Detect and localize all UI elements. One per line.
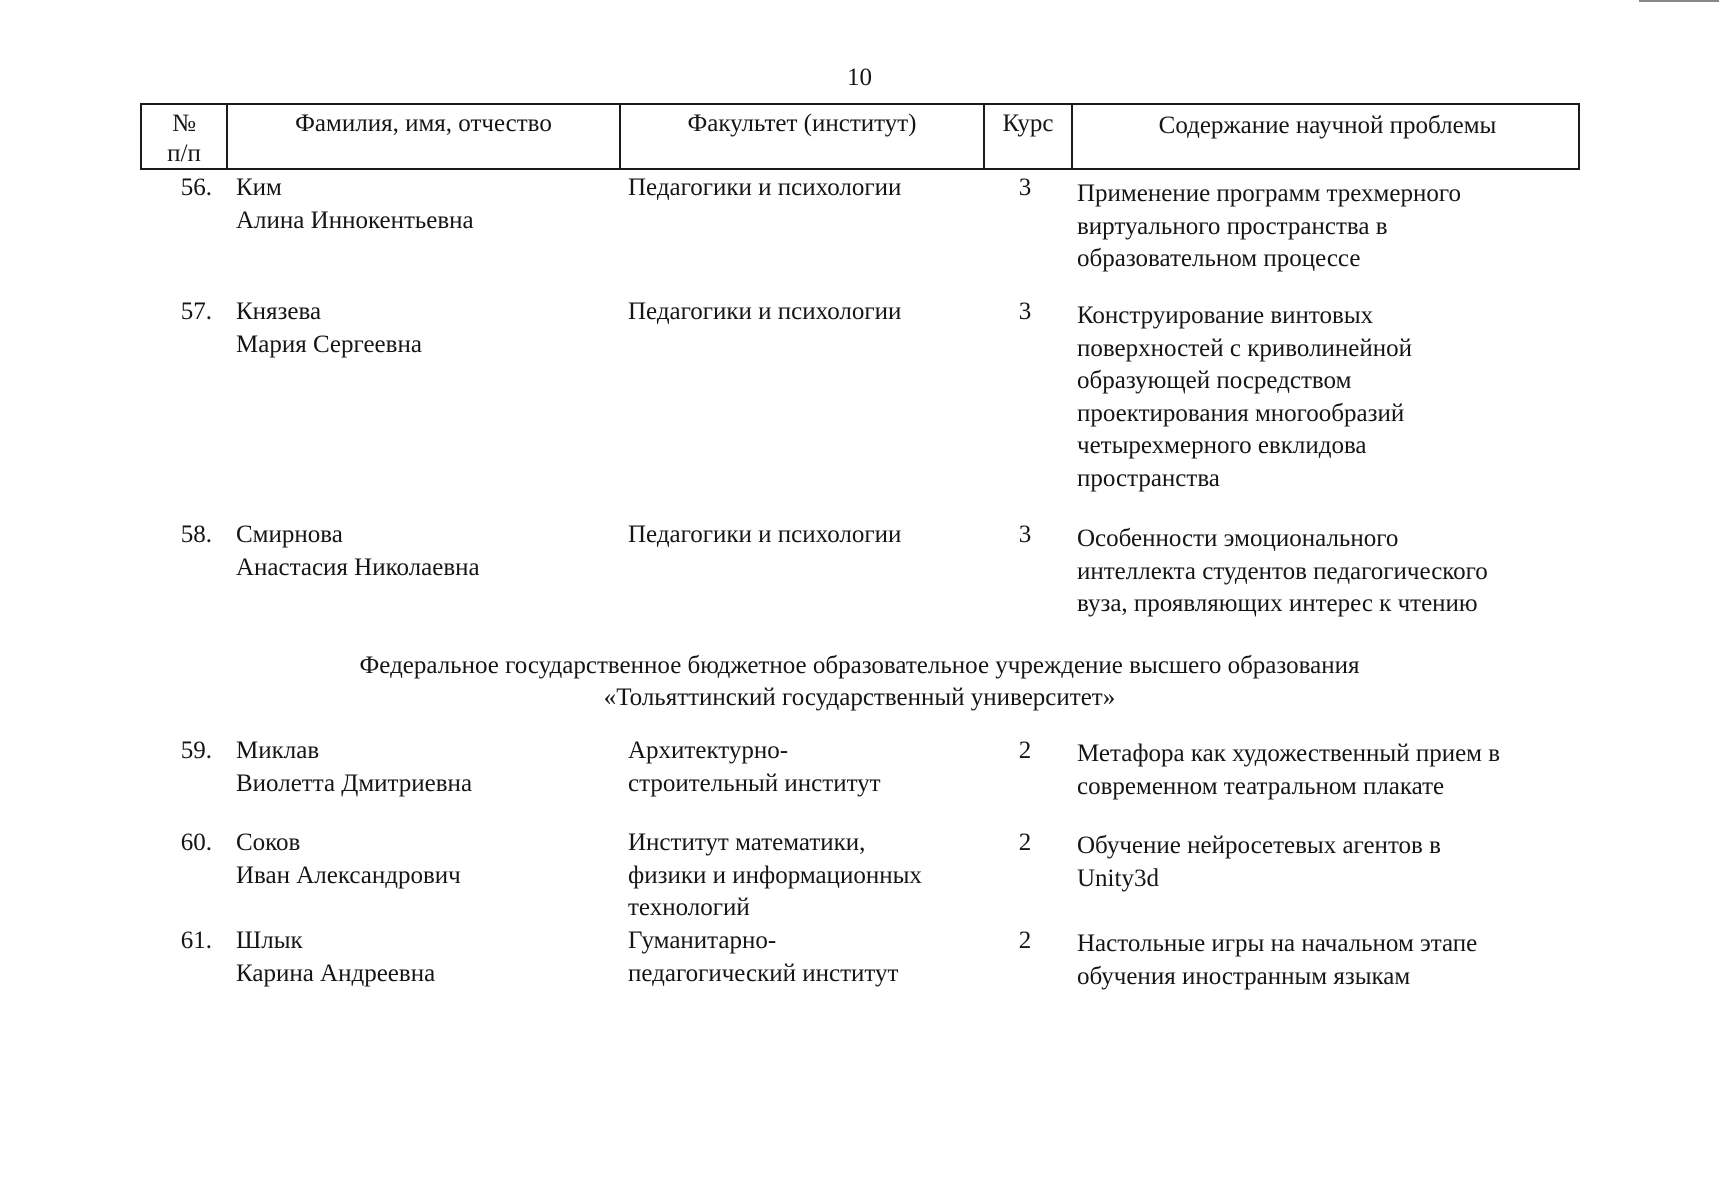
row-course: 3 bbox=[1018, 521, 1032, 548]
header-fio: Фамилия, имя, отчество bbox=[228, 105, 621, 169]
row-number: 57. bbox=[180, 298, 212, 325]
row-fio: Князева Мария Сергеевна bbox=[236, 298, 422, 358]
header-topic: Содержание научной проблемы bbox=[1158, 112, 1497, 139]
header-faculty: Факультет (институт) bbox=[621, 105, 985, 169]
row-number: 60. bbox=[180, 829, 212, 856]
row-course: 2 bbox=[1018, 737, 1032, 764]
row-number: 61. bbox=[180, 927, 212, 954]
row-topic: Метафора как художественный прием в современном театральном плакате bbox=[1077, 740, 1501, 800]
row-course: 3 bbox=[1018, 298, 1032, 325]
row-number: 56. bbox=[180, 174, 212, 201]
row-faculty: Гуманитарно- педагогический институт bbox=[628, 927, 899, 987]
header-course: Курс bbox=[985, 105, 1073, 169]
row-number: 58. bbox=[180, 521, 212, 548]
row-faculty: Архитектурно- строительный институт bbox=[628, 737, 881, 797]
table-header bbox=[140, 103, 1580, 169]
row-faculty: Институт математики, физики и информационных технологий bbox=[628, 829, 922, 921]
row-fio: Соков Иван Александрович bbox=[236, 829, 461, 889]
row-topic: Настольные игры на начальном этапе обучения иностранным языкам bbox=[1077, 930, 1478, 990]
header-divider bbox=[140, 168, 1580, 170]
header-num: № п/п bbox=[142, 105, 228, 169]
row-topic: Конструирование винтовых поверхностей с криволинейной образующей посредством проектирования многообразий четырехмерного евклидова пространства bbox=[1077, 302, 1413, 492]
row-course: 3 bbox=[1018, 174, 1032, 201]
row-course: 2 bbox=[1018, 927, 1032, 954]
page-number: 10 bbox=[847, 64, 872, 91]
row-faculty: Педагогики и психологии bbox=[628, 298, 902, 325]
organization-heading: Федеральное государственное бюджетное образовательное учреждение высшего образования «Тольяттинский государственный университет» bbox=[359, 652, 1360, 711]
row-topic: Применение программ трехмерного виртуального пространства в образовательном процессе bbox=[1077, 180, 1461, 272]
row-topic: Особенности эмоционального интеллекта студентов педагогического вуза, проявляющих интерес к чтению bbox=[1077, 525, 1488, 617]
row-topic: Обучение нейросетевых агентов в Unity3d bbox=[1077, 832, 1441, 892]
row-fio: Ким Алина Иннокентьевна bbox=[236, 174, 474, 234]
top-right-rule bbox=[1639, 0, 1719, 2]
row-fio: Смирнова Анастасия Николаевна bbox=[236, 521, 480, 581]
row-number: 59. bbox=[180, 737, 212, 764]
row-faculty: Педагогики и психологии bbox=[628, 174, 902, 201]
row-faculty: Педагогики и психологии bbox=[628, 521, 902, 548]
row-fio: Шлык Карина Андреевна bbox=[236, 927, 436, 987]
row-fio: Миклав Виолетта Дмитриевна bbox=[236, 737, 473, 797]
row-course: 2 bbox=[1018, 829, 1032, 856]
